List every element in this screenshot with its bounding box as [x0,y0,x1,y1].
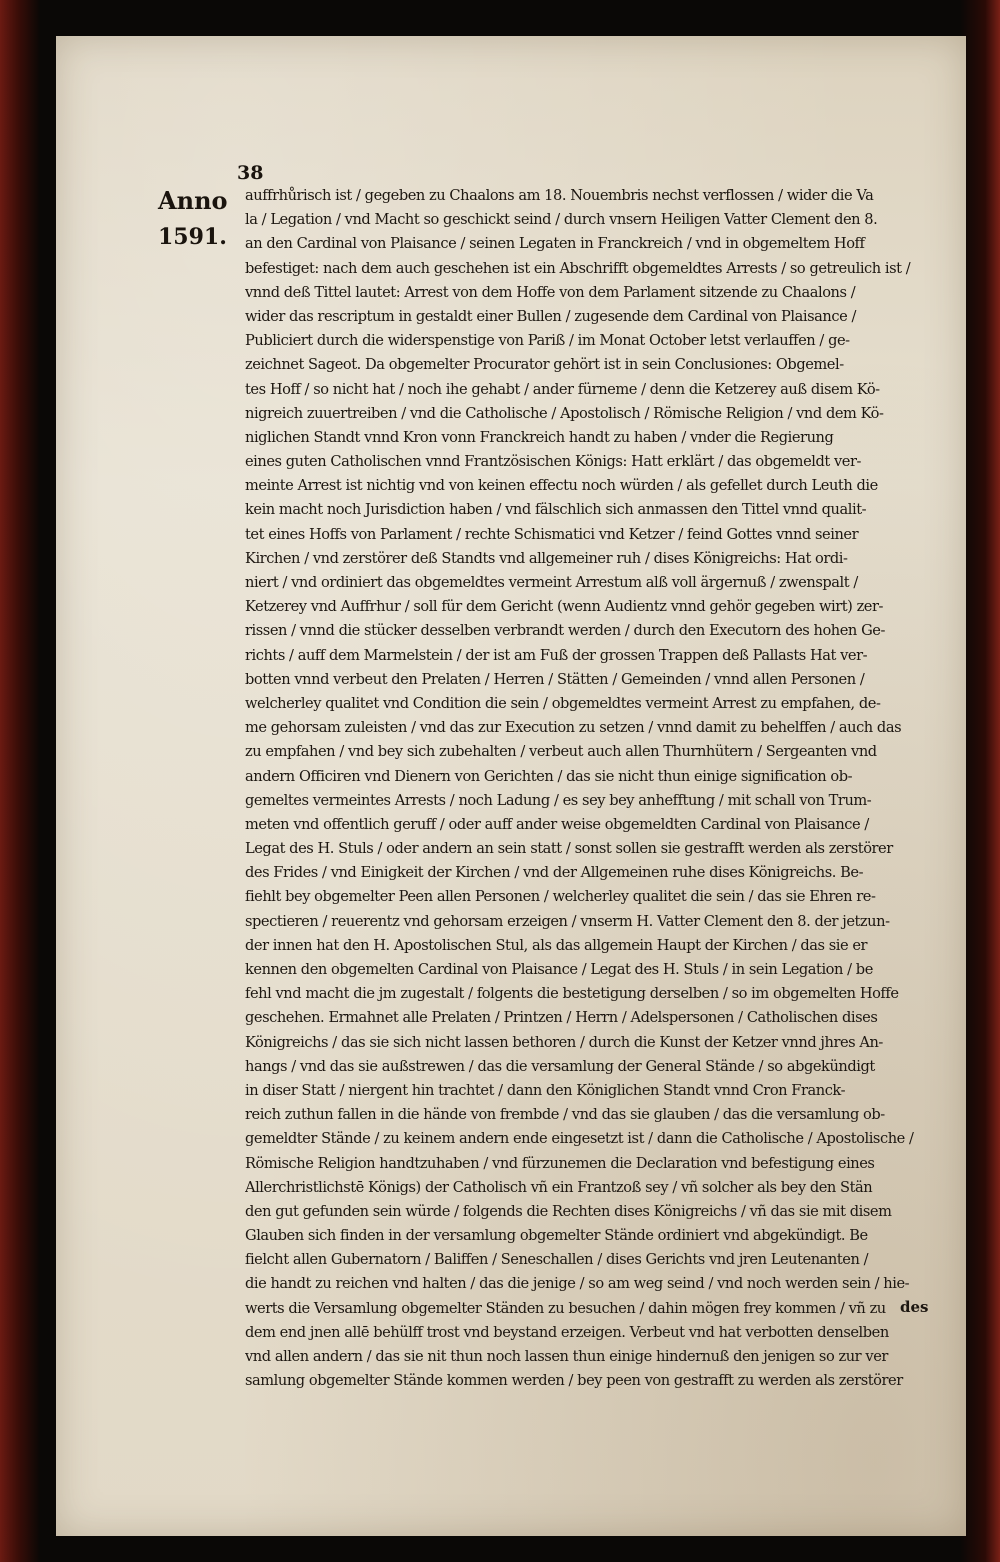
text-line: la / Legation / vnd Macht so geschickt seind / durch vnsern Heiligen Vatter Clement den 8. [245,211,878,229]
text-line: reich zuthun fallen in die hände von frembde / vnd das sie glauben / das die versamlung ob- [245,1106,885,1124]
text-line: kein macht noch Jurisdiction haben / vnd fälschlich sich anmassen den Tittel vnnd qualit- [245,501,867,519]
text-line: Allerchristlichstē Königs) der Catholisch vñ ein Frantzoß sey / vñ solcher als bey den Stän [245,1178,873,1196]
text-line: die handt zu reichen vnd halten / das die jenige / so am weg seind / vnd noch werden sein / hie- [245,1275,910,1293]
text-line: Glauben sich finden in der versamlung obgemelter Stände ordiniert vnd abgekündigt. Be [245,1227,868,1245]
text-line: Römische Religion handtzuhaben / vnd fürzunemen die Declaration vnd befestigung eines [245,1154,875,1172]
text-line: tet eines Hoffs von Parlament / rechte Schismatici vnd Ketzer / feind Gottes vnnd seiner [245,525,859,543]
catchword: des [900,1298,929,1316]
text-line: me gehorsam zuleisten / vnd das zur Execution zu setzen / vnnd damit zu behelffen / auch das [245,719,902,737]
text-line: nigreich zuuertreiben / vnd die Catholische / Apostolisch / Römische Religion / vnd dem Kö- [245,404,884,422]
text-line: fehl vnd macht die jm zugestalt / folgents die bestetigung derselben / so im obgemelten Hoffe [245,985,899,1003]
text-line: botten vnnd verbeut den Prelaten / Herren / Stätten / Gemeinden / vnnd allen Personen / [245,670,865,688]
text-line: befestiget: nach dem auch geschehen ist ein Abschrifft obgemeldtes Arrests / so getreulich ist / [245,259,911,277]
text-line: samlung obgemelter Stände kommen werden / bey peen von gestrafft zu werden als zerstörer [245,1372,903,1390]
text-line: Publiciert durch die widerspenstige von Pariß / im Monat October letst verlauffen / ge- [245,332,850,350]
text-line: gemeldter Stände / zu keinem andern ende eingesetzt ist / dann die Catholische / Apostolische / [245,1130,914,1148]
text-line: Kirchen / vnd zerstörer deß Standts vnd allgemeiner ruh / dises Königreichs: Hat ordi- [245,549,848,567]
text-line: an den Cardinal von Plaisance / seinen Legaten in Franckreich / vnd in obgemeltem Hoff [245,235,865,253]
text-line: vnd allen andern / das sie nit thun noch lassen thun einige hindernuß den jenigen so zur ver [245,1348,888,1365]
text-line: des Frides / vnd Einigkeit der Kirchen / vnd der Allgemeinen ruhe dises Königreichs. Be- [245,864,864,882]
text-line: vnnd deß Tittel lautet: Arrest von dem Hoffe von dem Parlament sitzende zu Chaalons / [245,283,856,301]
text-line: kennen den obgemelten Cardinal von Plaisance / Legat des H. Stuls / in sein Legation / be [245,961,873,978]
text-line: meten vnd offentlich geruff / oder auff ander weise obgemeldten Cardinal von Plaisance / [245,815,869,833]
text-line: richts / auff dem Marmelstein / der ist am Fuß der grossen Trappen deß Pallasts Hat ver- [245,646,868,664]
text-line: niert / vnd ordiniert das obgemeldtes vermeint Arrestum alß voll ärgernuß / zwenspalt / [245,574,858,591]
text-line: Legat des H. Stuls / oder andern an sein statt / sonst sollen sie gestrafft werden als zerstörer [245,840,893,858]
text-line: werts die Versamlung obgemelter Ständen zu besuchen / dahin mögen frey kommen / vñ zu [245,1299,886,1317]
text-line: tes Hoff / so nicht hat / noch ihe gehabt / ander fürneme / denn die Ketzerey auß disem Kö- [245,380,880,398]
text-line: Königreichs / das sie sich nicht lassen bethoren / durch die Kunst der Ketzer vnnd jhres An- [245,1033,883,1051]
text-line: in diser Statt / niergent hin trachtet / dann den Königlichen Standt vnnd Cron Franck- [245,1081,846,1099]
text-line: fiehlt bey obgemelter Peen allen Personen / welcherley qualitet die sein / das sie Ehren re- [245,888,876,906]
text-line: geschehen. Ermahnet alle Prelaten / Printzen / Herrn / Adelspersonen / Catholischen dises [245,1009,878,1027]
text-line: fielcht allen Gubernatorn / Baliffen / Seneschallen / dises Gerichts vnd jren Leutenanten / [245,1251,869,1269]
margin-note-year: 1591. [158,224,227,250]
text-line: der innen hat den H. Apostolischen Stul, als das allgemein Haupt der Kirchen / das sie er [245,936,868,954]
text-line: zu empfahen / vnd bey sich zubehalten / verbeut auch allen Thurnhütern / Sergeanten vnd [245,743,877,761]
text-line: hangs / vnd das sie außstrewen / das die versamlung der General Stände / so abgekündigt [245,1057,875,1075]
text-line: eines guten Catholischen vnnd Frantzösischen Königs: Hatt erklärt / das obgemeldt ver- [245,453,861,471]
text-line: zeichnet Sageot. Da obgemelter Procurator gehört ist in sein Conclusiones: Obgemel- [245,356,844,374]
text-line: niglichen Standt vnnd Kron vonn Franckreich handt zu haben / vnder die Regierung [245,428,834,446]
text-line: Ketzerey vnd Auffrhur / soll für dem Gericht (wenn Audientz vnnd gehör gegeben wirt) zer- [245,598,884,616]
text-line: welcherley qualitet vnd Condition die sein / obgemeldtes vermeint Arrest zu empfahen, de- [245,694,881,712]
page-number: 38 [237,162,264,184]
margin-note [158,186,238,252]
text-line: den gut gefunden sein würde / folgends die Rechten dises Königreichs / vñ das sie mit disem [245,1202,892,1220]
text-line: meinte Arrest ist nichtig vnd von keinen effectu noch würden / als gefellet durch Leuth die [245,477,878,495]
text-line: auffrhůrisch ist / gegeben zu Chaalons am 18. Nouembris nechst verflossen / wider die Va [245,187,874,204]
body-text [245,184,957,1393]
text-line: gemeltes vermeintes Arrests / noch Ladung / es sey bey anhefftung / mit schall von Trum- [245,791,872,809]
text-line: spectieren / reuerentz vnd gehorsam erzeigen / vnserm H. Vatter Clement den 8. der jetzun- [245,912,890,930]
text-line: andern Officiren vnd Dienern von Gerichten / das sie nicht thun einige signification ob- [245,767,853,785]
text-line: rissen / vnnd die stücker desselben verbrandt werden / durch den Executorn des hohen Ge- [245,622,885,640]
text-line: dem end jnen allē behülff trost vnd beystand erzeigen. Verbeut vnd hat verbotten denselben [245,1323,889,1341]
margin-note-anno: Anno [158,186,228,215]
text-line: wider das rescriptum in gestaldt einer Bullen / zugesende dem Cardinal von Plaisance / [245,307,856,325]
